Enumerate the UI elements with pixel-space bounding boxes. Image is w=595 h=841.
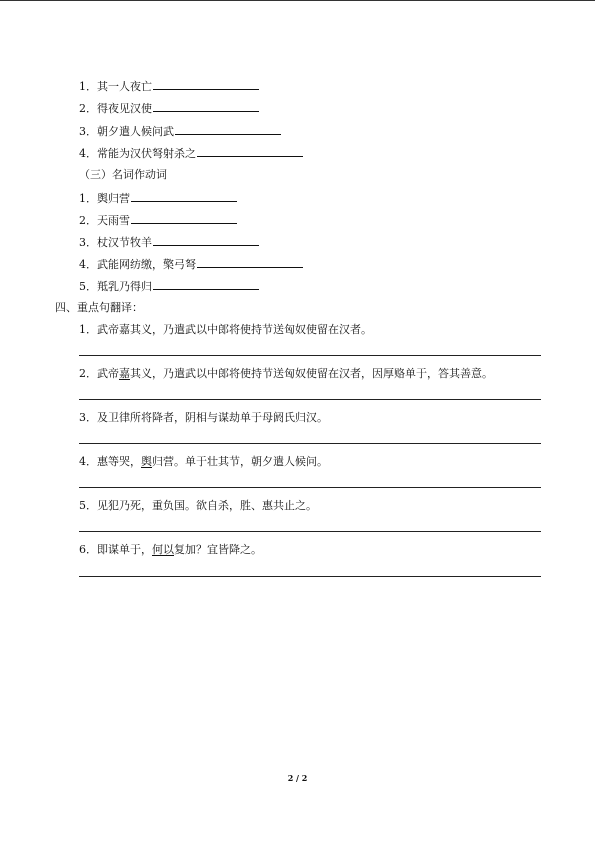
item-number: 4．: [79, 147, 97, 160]
answer-blank[interactable]: [197, 257, 303, 268]
answer-blank[interactable]: [153, 79, 259, 90]
underlined-word: 何以: [152, 543, 174, 556]
answer-blank[interactable]: [131, 191, 237, 202]
answer-blank[interactable]: [153, 235, 259, 246]
item-text: 武能网纺缴，檠弓弩: [97, 258, 196, 271]
fill-in-item: [79, 101, 259, 116]
translation-sentence: [79, 543, 262, 557]
answer-blank[interactable]: [131, 213, 237, 224]
section-heading: 四、重点句翻译：: [55, 301, 143, 314]
sentence-text: 及卫律所将降者，阴相与谋劫单于母阏氏归汉。: [97, 411, 328, 424]
fill-in-item: [79, 79, 259, 94]
answer-blank[interactable]: [175, 124, 281, 135]
sentence-text: 即谋单于，: [97, 543, 152, 556]
answer-line[interactable]: [79, 443, 541, 444]
item-number: 2．: [79, 214, 97, 227]
answer-blank[interactable]: [197, 146, 303, 157]
answer-line[interactable]: [79, 487, 541, 488]
item-number: 4．: [79, 455, 97, 468]
item-number: 5．: [79, 280, 97, 293]
item-text: 常能为汉伏弩射杀之: [97, 147, 196, 160]
item-number: 2．: [79, 367, 97, 380]
translation-sentence: [79, 323, 372, 337]
item-number: 5．: [79, 499, 97, 512]
item-text: 其一人夜亡: [97, 80, 152, 93]
fill-in-item: [79, 213, 237, 228]
item-number: 1．: [79, 80, 97, 93]
answer-blank[interactable]: [153, 101, 259, 112]
item-text: 杖汉节牧羊: [97, 236, 152, 249]
fill-in-item: [79, 191, 237, 206]
translation-sentence: [79, 455, 328, 469]
answer-line[interactable]: [79, 399, 541, 400]
item-number: 6．: [79, 543, 97, 556]
underlined-word: 嘉: [119, 367, 130, 380]
answer-line[interactable]: [79, 576, 541, 577]
section-heading: （三）名词作动词: [79, 168, 167, 181]
underlined-word: 舆: [141, 455, 152, 468]
item-text: 得夜见汉使: [97, 102, 152, 115]
fill-in-item: [79, 279, 259, 294]
page-top-border: [0, 0, 595, 1]
answer-line[interactable]: [79, 355, 541, 356]
sentence-text: 归营。单于壮其节，朝夕遣人候问。: [152, 455, 328, 468]
item-number: 3．: [79, 125, 97, 138]
translation-sentence: [79, 499, 317, 513]
answer-line[interactable]: [79, 531, 541, 532]
item-number: 3．: [79, 411, 97, 424]
sentence-text: 武帝: [97, 367, 119, 380]
fill-in-item: [79, 146, 303, 161]
item-number: 3．: [79, 236, 97, 249]
translation-sentence: [79, 411, 328, 425]
item-text: 朝夕遣人候问武: [97, 125, 174, 138]
fill-in-item: [79, 124, 281, 139]
sentence-text: 惠等哭，: [97, 455, 141, 468]
item-text: 羝乳乃得归: [97, 280, 152, 293]
item-number: 4．: [79, 258, 97, 271]
translation-sentence: [79, 367, 493, 381]
item-text: 天雨雪: [97, 214, 130, 227]
sentence-text: 见犯乃死，重负国。欲自杀，胜、惠共止之。: [97, 499, 317, 512]
item-number: 1．: [79, 192, 97, 205]
answer-blank[interactable]: [153, 279, 259, 290]
fill-in-item: [79, 257, 303, 272]
sentence-text: 武帝嘉其义，乃遣武以中郎将使持节送匈奴使留在汉者。: [97, 323, 372, 336]
item-text: 舆归营: [97, 192, 130, 205]
page-number: 2 / 2: [287, 773, 308, 783]
sentence-text: 复加？宜皆降之。: [174, 543, 262, 556]
sentence-text: 其义，乃遣武以中郎将使持节送匈奴使留在汉者，因厚赂单于，答其善意。: [130, 367, 493, 380]
item-number: 1．: [79, 323, 97, 336]
item-number: 2．: [79, 102, 97, 115]
fill-in-item: [79, 235, 259, 250]
